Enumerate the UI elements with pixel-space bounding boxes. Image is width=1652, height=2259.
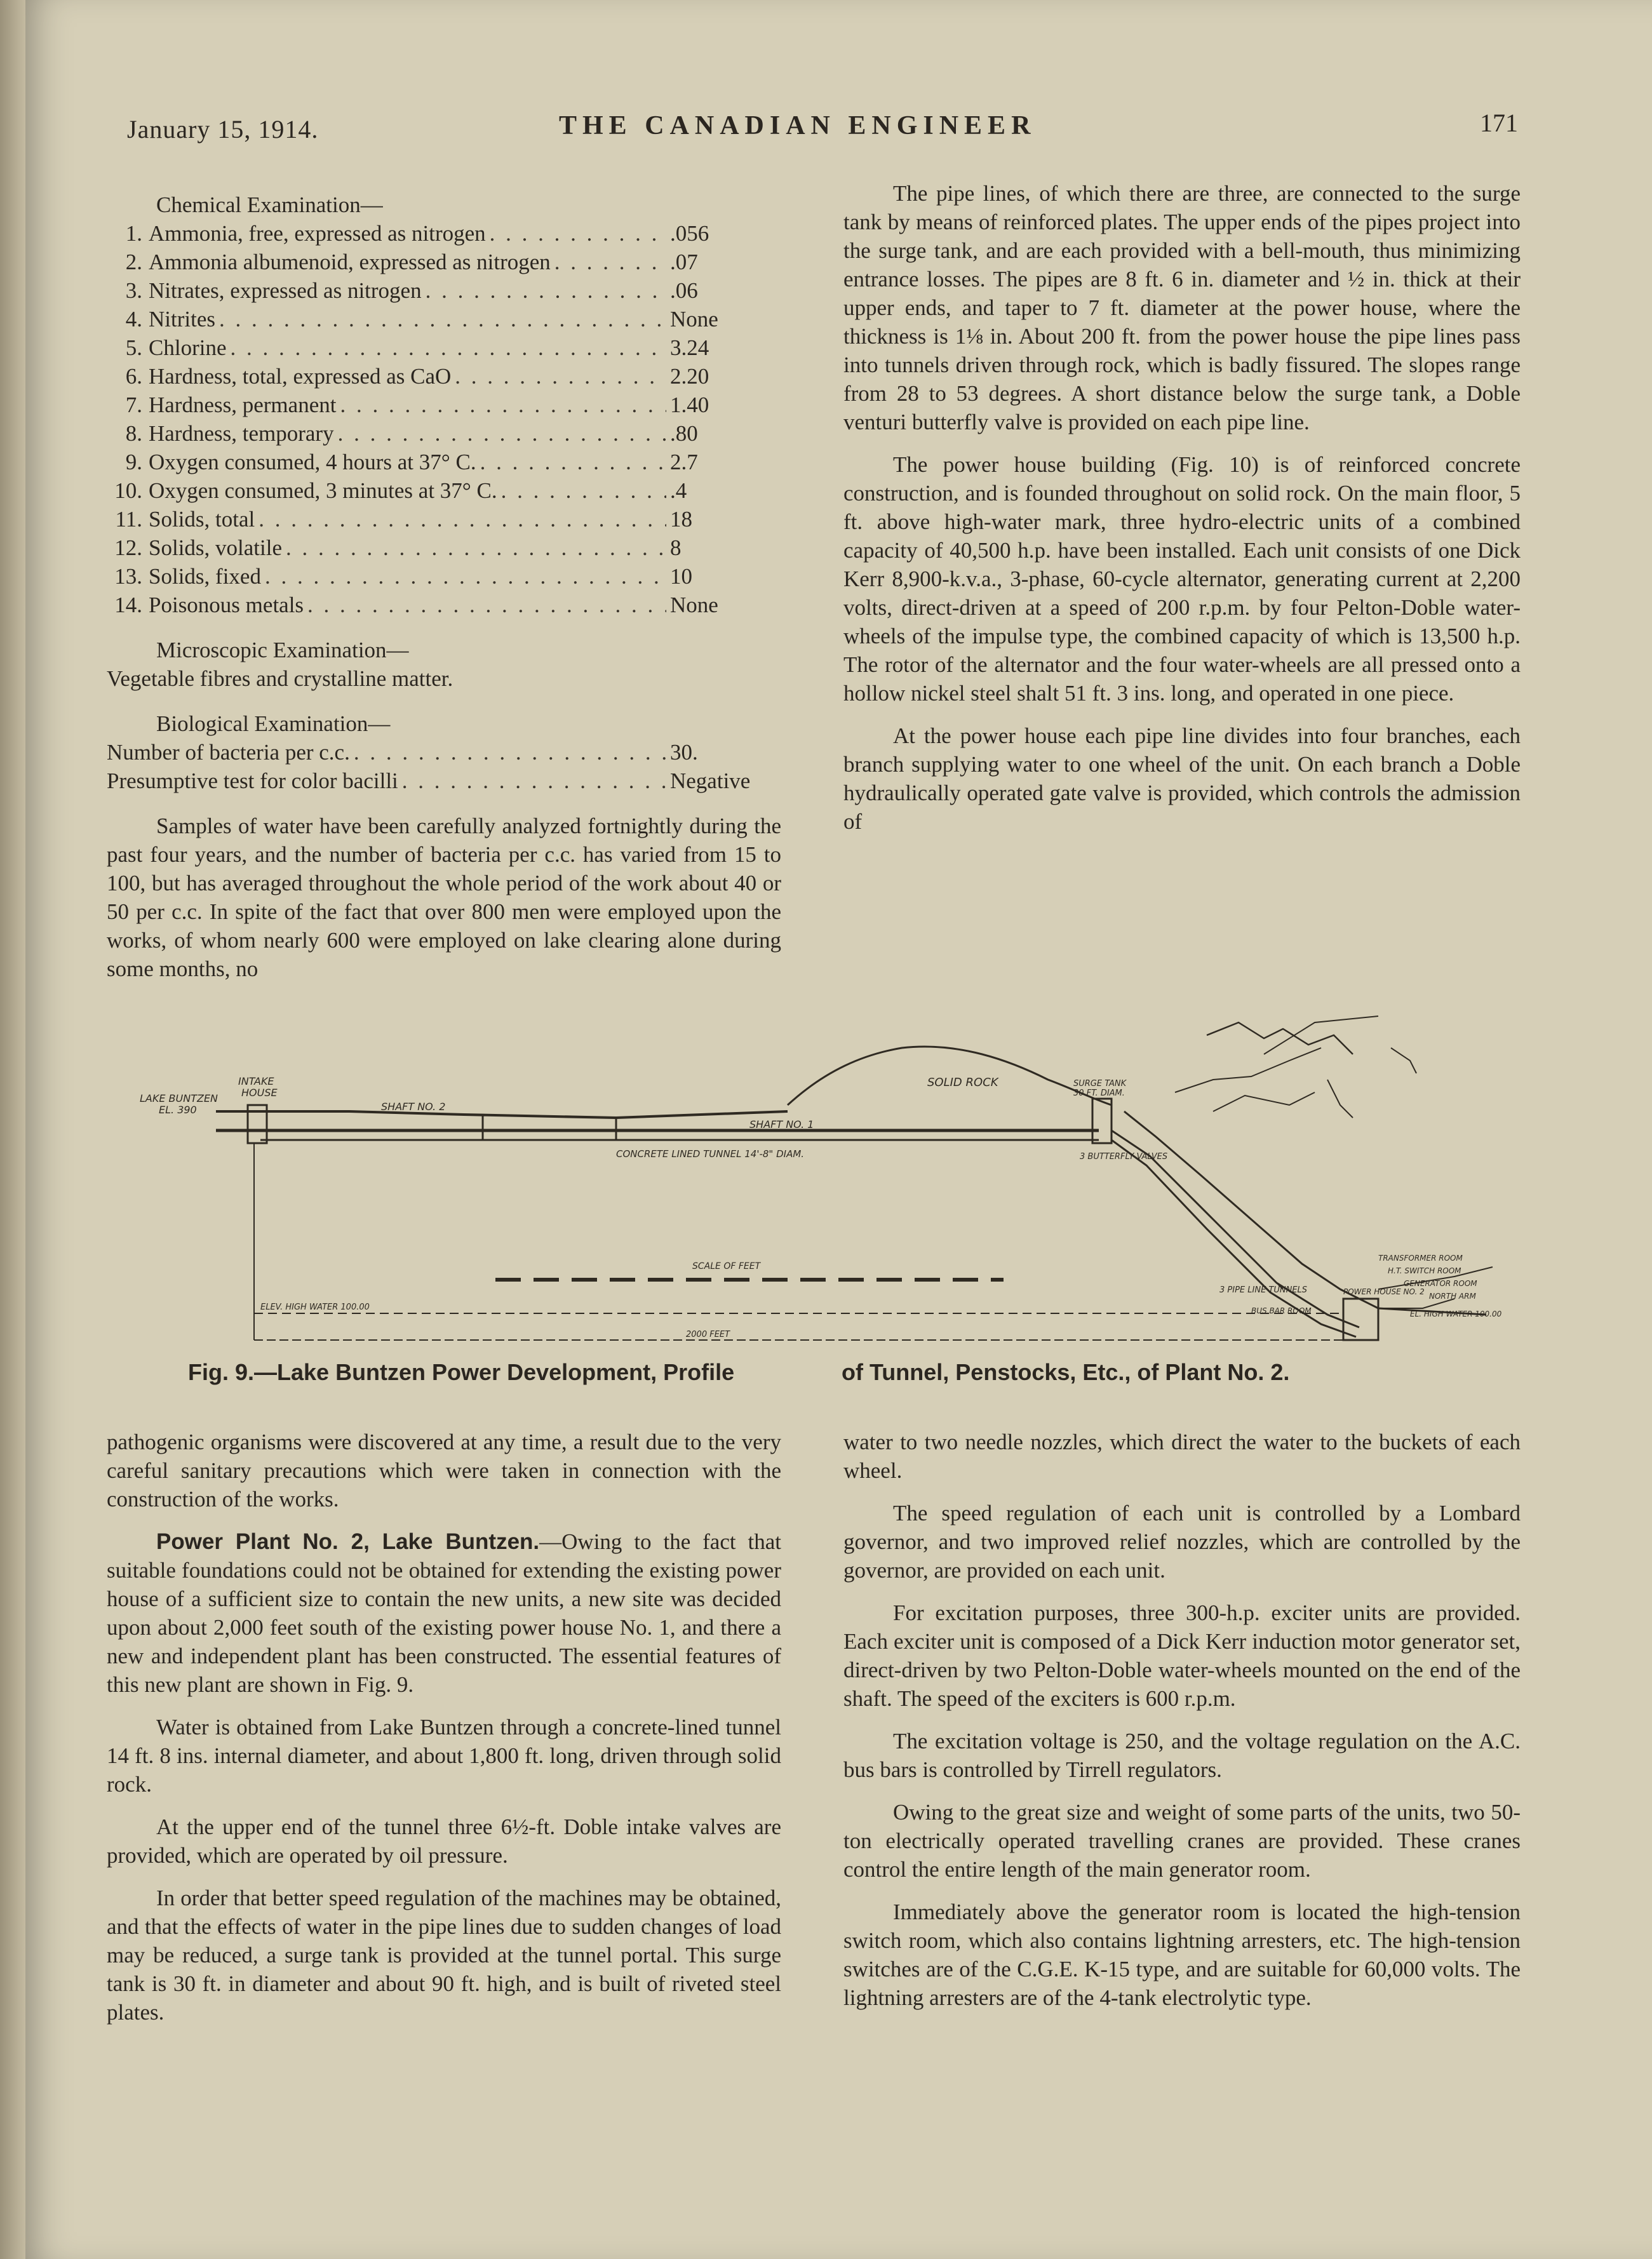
row-value: None — [670, 307, 718, 332]
row-value: .056 — [670, 221, 709, 246]
issue-date: January 15, 1914. — [127, 115, 319, 144]
journal-title: THE CANADIAN ENGINEER — [559, 111, 1037, 140]
paragraph: Owing to the great size and weight of some parts of the units, two 50-ton electrically operated travelling cranes are provided. These cranes control the entire length of the main generator room. — [843, 1800, 1521, 1882]
label-bus-bar: BUS BAR ROOM — [1251, 1306, 1312, 1315]
right-column-top — [843, 179, 1521, 850]
leader-dots — [286, 533, 666, 562]
label-surge: SURGE TANK — [1073, 1079, 1127, 1089]
paragraph: The excitation voltage is 250, and the voltage regulation on the A.C. bus bars is controlled by Tirrell regulators. — [843, 1729, 1521, 1782]
row-value: .80 — [670, 421, 698, 446]
label-el-high: EL. HIGH WATER 100.00 — [1410, 1310, 1502, 1318]
label-high-water: ELEV. HIGH WATER 100.00 — [260, 1303, 370, 1312]
paragraph — [107, 1713, 781, 1799]
row-label: Oxygen consumed, 4 hours at 37° C. — [149, 450, 476, 474]
row-number: 4. — [125, 307, 142, 332]
figure-caption — [178, 1359, 1448, 1391]
leader-dots — [259, 505, 666, 533]
left-column-top — [107, 191, 781, 997]
table-row — [107, 305, 781, 333]
section-heading: Power Plant No. 2, Lake Buntzen. — [156, 1529, 540, 1554]
label-lake-el: EL. 390 — [159, 1104, 197, 1116]
label-surge2: 30 FT. DIAM. — [1073, 1089, 1125, 1098]
label-intake2: HOUSE — [241, 1087, 278, 1099]
row-number: 8. — [125, 421, 142, 446]
row-number: 1. — [125, 221, 142, 246]
table-row — [107, 248, 781, 276]
leader-dots — [480, 448, 666, 476]
row-value: 2.20 — [670, 364, 709, 389]
leader-dots — [230, 333, 666, 362]
page-number: 171 — [1480, 109, 1518, 137]
row-value: None — [670, 593, 718, 617]
biological-heading: Biological Examination— — [156, 711, 391, 736]
row-label: Nitrates, expressed as nitrogen — [149, 278, 422, 303]
leader-dots — [426, 276, 666, 305]
label-switch-room: H.T. SWITCH ROOM — [1388, 1266, 1461, 1275]
paragraph-text: Water is obtained from Lake Buntzen through a concrete-lined tunnel 14 ft. 8 ins. internal diameter, and about 1,800 ft. long, driven through solid rock. — [107, 1715, 781, 1797]
left-column-bottom — [107, 1428, 781, 2041]
leader-dots — [402, 767, 666, 795]
leader-dots — [554, 248, 666, 276]
row-value: 18 — [670, 507, 692, 532]
microscopic-text: Vegetable fibres and crystalline matter. — [107, 666, 453, 691]
row-number: 3. — [125, 278, 142, 303]
label-distance: 2000 FEET — [686, 1330, 730, 1339]
paragraph: The speed regulation of each unit is controlled by a Lombard governor, and two improved relief nozzles, which are controlled by the governor, are provided on each unit. — [843, 1501, 1521, 1583]
row-value: .06 — [670, 278, 698, 303]
leader-dots — [501, 476, 666, 505]
label-pipe-tunnels: 3 PIPE LINE TUNNELS — [1219, 1285, 1308, 1295]
row-value: .4 — [670, 478, 687, 503]
row-label: Hardness, total, expressed as CaO — [149, 364, 452, 389]
label-lake: LAKE BUNTZEN — [140, 1092, 218, 1104]
label-shaft1: SHAFT NO. 1 — [749, 1118, 814, 1130]
caption-left: Fig. 9.—Lake Buntzen Power Development, Profile — [188, 1359, 735, 1385]
chemical-table — [107, 219, 781, 619]
paragraph-text: pathogenic organisms were discovered at any time, a result due to the very careful sanitary precautions which were taken in connection with the construction of the works. — [107, 1430, 781, 1512]
row-label: Oxygen consumed, 3 minutes at 37° C. — [149, 478, 497, 503]
row-value: 2.7 — [670, 450, 698, 474]
paragraph: The power house building (Fig. 10) is of reinforced concrete construction, and is founded throughout on solid rock. On the main floor, 5 ft. above high-water mark, three hydro-electric units of a combined capacity of 40,500 h.p. have been installed. Each unit consists of one Dick Kerr 8,900-k.v.a., 3-phase, 60-cycle alternator, generating current at 2,200 volts, direct-driven at a speed of 200 r.p.m. by four Pelton-Doble water-wheels of the impulse type, the combined capacity of which is 13,500 h.p. The rotor of the alternator and the four water-wheels are all pressed onto a hollow nickel steel shalt 51 ft. 3 ins. long, and operated in one piece. — [843, 452, 1521, 706]
paragraph: water to two needle nozzles, which direct the water to the buckets of each wheel. — [843, 1430, 1521, 1483]
row-label: Solids, volatile — [149, 535, 282, 560]
row-value: .07 — [670, 250, 698, 274]
leader-dots — [340, 391, 666, 419]
row-number: 14. — [114, 593, 142, 617]
row-number: 13. — [114, 564, 142, 589]
microscopic-heading: Microscopic Examination— — [156, 638, 409, 662]
paragraph-text: —Owing to the fact that suitable foundations could not be obtained for extending the existing power house of a sufficient size to contain the new units, a new site was decided upon about 2,000 feet south of the existing power house No. 1, and there a new and independent plant has been constructed. The essential features of this new plant are shown in Fig. 9. — [107, 1529, 781, 1697]
table-row — [107, 219, 781, 248]
paragraph — [107, 1884, 781, 2027]
row-number: 5. — [125, 335, 142, 360]
row-number: 10. — [114, 478, 142, 503]
running-header — [127, 108, 1518, 152]
row-number: 11. — [115, 507, 142, 532]
paragraph-text: In order that better speed regulation of the machines may be obtained, and that the effects of water in the pipe lines due to sudden changes of load may be reduced, a surge tank is provided at the tunnel portal. This surge tank is 30 ft. in diameter and about 90 ft. high, and is built of riveted steel plates. — [107, 1886, 781, 2025]
row-label: Number of bacteria per c.c. — [107, 740, 350, 765]
row-label: Ammonia albumenoid, expressed as nitrogen — [149, 250, 551, 274]
leader-dots — [455, 362, 666, 391]
table-row — [107, 533, 781, 562]
table-row — [107, 591, 781, 619]
row-value: Negative — [670, 768, 751, 793]
table-row — [107, 476, 781, 505]
label-transformer: TRANSFORMER ROOM — [1378, 1254, 1463, 1263]
label-solid-rock: SOLID ROCK — [927, 1076, 998, 1089]
row-value: 1.40 — [670, 392, 709, 417]
mountain-outline — [1207, 1022, 1353, 1054]
leader-dots — [307, 591, 666, 619]
surge-tank — [1092, 1099, 1111, 1143]
label-power-house: POWER HOUSE NO. 2 — [1343, 1287, 1425, 1296]
table-row — [107, 448, 781, 476]
paragraph: At the power house each pipe line divides into four branches, each branch supplying water to one wheel of the unit. On each branch a Doble hydraulically operated gate valve is provided, which controls the admission of — [843, 723, 1521, 834]
row-label: Presumptive test for color bacilli — [107, 768, 398, 793]
right-column-bottom — [843, 1428, 1521, 2026]
row-label: Solids, total — [149, 507, 255, 532]
row-label: Poisonous metals — [149, 593, 304, 617]
row-label: Ammonia, free, expressed as nitrogen — [149, 221, 486, 246]
row-value: 10 — [670, 564, 692, 589]
chemical-heading: Chemical Examination— — [156, 192, 383, 217]
row-value: 30. — [670, 740, 698, 765]
page-gutter — [0, 0, 25, 2259]
row-label: Chlorine — [149, 335, 227, 360]
leader-dots — [354, 738, 666, 767]
table-row — [107, 767, 781, 795]
row-label: Nitrites — [149, 307, 215, 332]
label-gen-room: GENERATOR ROOM — [1404, 1279, 1477, 1288]
table-row — [107, 419, 781, 448]
paragraph-text: At the upper end of the tunnel three 6½-ft. Doble intake valves are provided, which are operated by oil pressure. — [107, 1814, 781, 1868]
row-label: Solids, fixed — [149, 564, 261, 589]
row-number: 2. — [125, 250, 142, 274]
row-number: 12. — [114, 535, 142, 560]
label-intake: INTAKE — [238, 1075, 274, 1087]
leader-dots — [219, 305, 666, 333]
paragraph: For excitation purposes, three 300-h.p. exciter units are provided. Each exciter unit is composed of a Dick Kerr induction motor generator set, direct-driven by two Pelton-Doble water-wheels mounted on the end of the shaft. The speed of the exciters is 600 r.p.m. — [843, 1600, 1521, 1711]
paragraph — [107, 1527, 781, 1699]
figure-9-profile — [133, 1010, 1518, 1353]
table-row — [107, 333, 781, 362]
paragraph — [107, 1813, 781, 1870]
label-scale: SCALE OF FEET — [692, 1261, 761, 1271]
row-value: 3.24 — [670, 335, 709, 360]
table-row — [107, 276, 781, 305]
profile-drawing — [133, 1010, 1518, 1353]
row-number: 6. — [125, 364, 142, 389]
label-north-arm: NORTH ARM — [1429, 1292, 1476, 1301]
biological-table — [107, 738, 781, 795]
table-row — [107, 391, 781, 419]
table-row — [107, 362, 781, 391]
paragraph — [107, 1428, 781, 1513]
label-shaft2: SHAFT NO. 2 — [381, 1101, 446, 1113]
paragraph: Immediately above the generator room is located the high-tension switch room, which also contains lightning arresters, etc. The high-tension switches are of the C.G.E. K-15 type, and are suitable for 60,000 volts. The lightning arresters are of the 4-tank electrolytic type. — [843, 1900, 1521, 2010]
paragraph: The pipe lines, of which there are three, are connected to the surge tank by means of reinforced plates. The upper ends of the pipes project into the surge tank, and are each provided with a bell-mouth, thus minimizing entrance losses. The pipes are 8 ft. 6 in. diameter and ½ in. thick at their upper ends, and taper to 7 ft. diameter at the power house, where the thickness is 1⅛ in. About 200 ft. from the power house the pipe lines pass into tunnels driven through rock, which is badly fissured. The slopes range from 28 to 53 degrees. A short distance below the surge tank, a Doble venturi butterfly valve is provided on each pipe line. — [843, 181, 1521, 434]
row-label: Hardness, temporary — [149, 421, 334, 446]
leader-dots — [338, 419, 666, 448]
label-butterfly: 3 BUTTERFLY VALVES — [1080, 1152, 1168, 1162]
row-number: 9. — [125, 450, 142, 474]
ground-line — [216, 1111, 788, 1118]
paragraph: Samples of water have been carefully analyzed fortnightly during the past four years, and the number of bacteria per c.c. has varied from 15 to 100, but has averaged throughout the whole period of the work about 40 or 50 per c.c. In spite of the fact that over 800 men were employed upon the works, of whom nearly 600 were employed on lake clearing alone during some months, no — [107, 814, 781, 981]
row-number: 7. — [125, 392, 142, 417]
row-label: Hardness, permanent — [149, 392, 337, 417]
table-row — [107, 505, 781, 533]
table-row — [107, 562, 781, 591]
table-row — [107, 738, 781, 767]
row-value: 8 — [670, 535, 682, 560]
leader-dots — [490, 219, 666, 248]
label-tunnel: CONCRETE LINED TUNNEL 14'-8" DIAM. — [616, 1148, 805, 1160]
caption-right: of Tunnel, Penstocks, Etc., of Plant No. 2. — [842, 1359, 1290, 1385]
leader-dots — [265, 562, 666, 591]
